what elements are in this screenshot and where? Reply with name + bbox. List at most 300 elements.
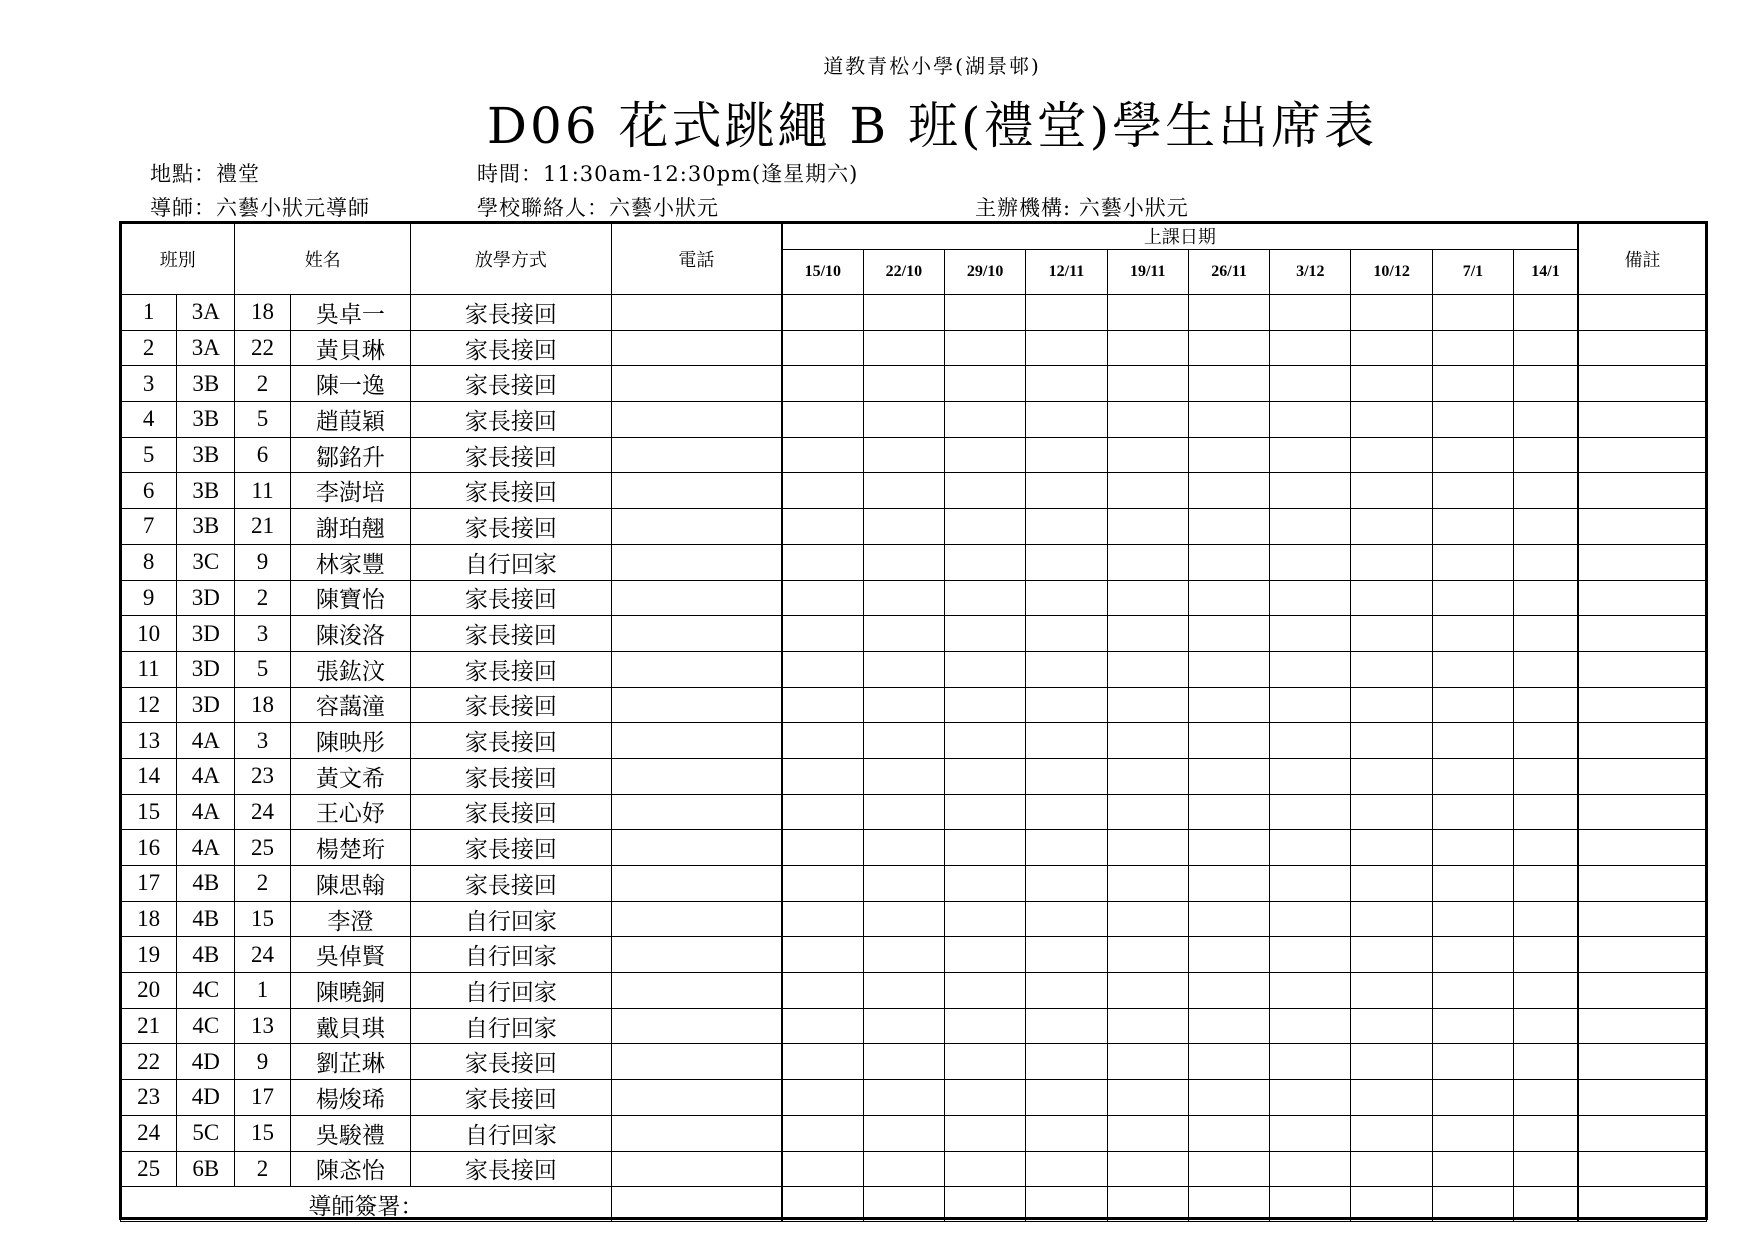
attendance-cell[interactable] (782, 402, 863, 438)
attendance-cell[interactable] (1432, 366, 1513, 402)
phone-cell[interactable] (611, 473, 782, 509)
attendance-cell[interactable] (1270, 616, 1351, 652)
attendance-cell[interactable] (863, 295, 944, 331)
attendance-cell[interactable] (1026, 973, 1107, 1009)
attendance-cell[interactable] (1188, 473, 1269, 509)
remarks-cell[interactable] (1578, 1008, 1707, 1044)
attendance-cell[interactable] (1107, 295, 1188, 331)
attendance-cell[interactable] (1270, 758, 1351, 794)
attendance-cell[interactable] (1514, 687, 1578, 723)
attendance-cell[interactable] (863, 330, 944, 366)
attendance-cell[interactable] (1432, 402, 1513, 438)
remarks-cell[interactable] (1578, 509, 1707, 545)
attendance-cell[interactable] (945, 1151, 1026, 1187)
attendance-cell[interactable] (1188, 366, 1269, 402)
remarks-cell[interactable] (1578, 580, 1707, 616)
attendance-cell[interactable] (1514, 651, 1578, 687)
attendance-cell[interactable] (1351, 1080, 1432, 1116)
phone-cell[interactable] (611, 1044, 782, 1080)
attendance-cell[interactable] (1107, 330, 1188, 366)
attendance-cell[interactable] (1432, 901, 1513, 937)
attendance-cell[interactable] (945, 1080, 1026, 1116)
attendance-cell[interactable] (1107, 473, 1188, 509)
attendance-cell[interactable] (782, 330, 863, 366)
attendance-cell[interactable] (1270, 866, 1351, 902)
attendance-cell[interactable] (945, 580, 1026, 616)
attendance-cell[interactable] (1026, 901, 1107, 937)
attendance-cell[interactable] (1188, 937, 1269, 973)
attendance-cell[interactable] (1188, 1044, 1269, 1080)
attendance-cell[interactable] (863, 402, 944, 438)
attendance-cell[interactable] (1432, 616, 1513, 652)
attendance-cell[interactable] (1188, 758, 1269, 794)
attendance-cell[interactable] (1351, 794, 1432, 830)
signature-cell[interactable] (1270, 1187, 1351, 1222)
attendance-cell[interactable] (945, 402, 1026, 438)
attendance-cell[interactable] (945, 295, 1026, 331)
attendance-cell[interactable] (1026, 1044, 1107, 1080)
signature-cell[interactable] (1351, 1187, 1432, 1222)
attendance-cell[interactable] (782, 366, 863, 402)
attendance-cell[interactable] (1026, 1008, 1107, 1044)
attendance-cell[interactable] (782, 1044, 863, 1080)
attendance-cell[interactable] (1514, 1151, 1578, 1187)
phone-cell[interactable] (611, 794, 782, 830)
attendance-cell[interactable] (1188, 1115, 1269, 1151)
attendance-cell[interactable] (1270, 544, 1351, 580)
phone-cell[interactable] (611, 901, 782, 937)
attendance-cell[interactable] (1351, 580, 1432, 616)
attendance-cell[interactable] (782, 687, 863, 723)
remarks-cell[interactable] (1578, 758, 1707, 794)
remarks-cell[interactable] (1578, 1151, 1707, 1187)
attendance-cell[interactable] (1514, 580, 1578, 616)
attendance-cell[interactable] (1351, 651, 1432, 687)
attendance-cell[interactable] (1188, 1008, 1269, 1044)
attendance-cell[interactable] (1026, 544, 1107, 580)
attendance-cell[interactable] (1026, 758, 1107, 794)
attendance-cell[interactable] (1188, 437, 1269, 473)
attendance-cell[interactable] (782, 295, 863, 331)
remarks-cell[interactable] (1578, 616, 1707, 652)
phone-cell[interactable] (611, 866, 782, 902)
phone-cell[interactable] (611, 509, 782, 545)
attendance-cell[interactable] (1351, 1044, 1432, 1080)
attendance-cell[interactable] (1188, 330, 1269, 366)
phone-cell[interactable] (611, 723, 782, 759)
remarks-cell[interactable] (1578, 687, 1707, 723)
attendance-cell[interactable] (782, 830, 863, 866)
attendance-cell[interactable] (1351, 901, 1432, 937)
attendance-cell[interactable] (863, 1044, 944, 1080)
attendance-cell[interactable] (863, 473, 944, 509)
attendance-cell[interactable] (1351, 437, 1432, 473)
attendance-cell[interactable] (1432, 1008, 1513, 1044)
attendance-cell[interactable] (1514, 1115, 1578, 1151)
attendance-cell[interactable] (863, 687, 944, 723)
attendance-cell[interactable] (863, 901, 944, 937)
attendance-cell[interactable] (1188, 723, 1269, 759)
attendance-cell[interactable] (1270, 830, 1351, 866)
attendance-cell[interactable] (1432, 1115, 1513, 1151)
attendance-cell[interactable] (1107, 866, 1188, 902)
attendance-cell[interactable] (1514, 366, 1578, 402)
attendance-cell[interactable] (1026, 580, 1107, 616)
attendance-cell[interactable] (1432, 723, 1513, 759)
attendance-cell[interactable] (1270, 901, 1351, 937)
phone-cell[interactable] (611, 295, 782, 331)
attendance-cell[interactable] (1270, 1044, 1351, 1080)
attendance-cell[interactable] (1432, 866, 1513, 902)
attendance-cell[interactable] (1270, 580, 1351, 616)
attendance-cell[interactable] (863, 1115, 944, 1151)
signature-cell[interactable] (1107, 1187, 1188, 1222)
attendance-cell[interactable] (945, 1008, 1026, 1044)
attendance-cell[interactable] (782, 1151, 863, 1187)
attendance-cell[interactable] (1270, 366, 1351, 402)
attendance-cell[interactable] (1107, 1080, 1188, 1116)
phone-cell[interactable] (611, 1080, 782, 1116)
attendance-cell[interactable] (1026, 1151, 1107, 1187)
attendance-cell[interactable] (1188, 1080, 1269, 1116)
attendance-cell[interactable] (1270, 937, 1351, 973)
signature-cell[interactable] (945, 1187, 1026, 1222)
attendance-cell[interactable] (1432, 1044, 1513, 1080)
attendance-cell[interactable] (945, 330, 1026, 366)
remarks-cell[interactable] (1578, 1115, 1707, 1151)
attendance-cell[interactable] (1432, 473, 1513, 509)
attendance-cell[interactable] (1432, 295, 1513, 331)
phone-cell[interactable] (611, 937, 782, 973)
attendance-cell[interactable] (1107, 366, 1188, 402)
attendance-cell[interactable] (1026, 866, 1107, 902)
attendance-cell[interactable] (782, 1080, 863, 1116)
attendance-cell[interactable] (945, 973, 1026, 1009)
attendance-cell[interactable] (1514, 901, 1578, 937)
attendance-cell[interactable] (1107, 758, 1188, 794)
attendance-cell[interactable] (1107, 973, 1188, 1009)
attendance-cell[interactable] (1188, 687, 1269, 723)
attendance-cell[interactable] (863, 866, 944, 902)
attendance-cell[interactable] (1514, 866, 1578, 902)
signature-cell[interactable] (782, 1187, 863, 1222)
remarks-cell[interactable] (1578, 794, 1707, 830)
attendance-cell[interactable] (782, 509, 863, 545)
attendance-cell[interactable] (1107, 723, 1188, 759)
attendance-cell[interactable] (782, 544, 863, 580)
attendance-cell[interactable] (782, 794, 863, 830)
attendance-cell[interactable] (1432, 794, 1513, 830)
phone-cell[interactable] (611, 402, 782, 438)
attendance-cell[interactable] (1270, 723, 1351, 759)
attendance-cell[interactable] (863, 437, 944, 473)
attendance-cell[interactable] (1351, 937, 1432, 973)
attendance-cell[interactable] (1107, 580, 1188, 616)
attendance-cell[interactable] (1270, 437, 1351, 473)
attendance-cell[interactable] (863, 723, 944, 759)
attendance-cell[interactable] (863, 544, 944, 580)
attendance-cell[interactable] (1026, 830, 1107, 866)
attendance-cell[interactable] (863, 509, 944, 545)
attendance-cell[interactable] (1270, 1115, 1351, 1151)
attendance-cell[interactable] (1107, 1115, 1188, 1151)
attendance-cell[interactable] (945, 366, 1026, 402)
attendance-cell[interactable] (1188, 973, 1269, 1009)
attendance-cell[interactable] (1514, 402, 1578, 438)
attendance-cell[interactable] (1026, 437, 1107, 473)
attendance-cell[interactable] (1107, 901, 1188, 937)
attendance-cell[interactable] (1026, 473, 1107, 509)
attendance-cell[interactable] (1351, 616, 1432, 652)
attendance-cell[interactable] (1026, 1080, 1107, 1116)
attendance-cell[interactable] (1270, 1008, 1351, 1044)
attendance-cell[interactable] (1432, 937, 1513, 973)
attendance-cell[interactable] (1026, 723, 1107, 759)
signature-cell[interactable] (1026, 1187, 1107, 1222)
remarks-cell[interactable] (1578, 973, 1707, 1009)
attendance-cell[interactable] (1107, 1151, 1188, 1187)
attendance-cell[interactable] (1107, 509, 1188, 545)
attendance-cell[interactable] (945, 509, 1026, 545)
attendance-cell[interactable] (945, 901, 1026, 937)
phone-cell[interactable] (611, 544, 782, 580)
signature-cell[interactable] (1432, 1187, 1513, 1222)
attendance-cell[interactable] (945, 1115, 1026, 1151)
attendance-cell[interactable] (1026, 937, 1107, 973)
attendance-cell[interactable] (1188, 580, 1269, 616)
attendance-cell[interactable] (1514, 544, 1578, 580)
attendance-cell[interactable] (1026, 794, 1107, 830)
attendance-cell[interactable] (782, 866, 863, 902)
attendance-cell[interactable] (1351, 758, 1432, 794)
attendance-cell[interactable] (1514, 973, 1578, 1009)
phone-cell[interactable] (611, 437, 782, 473)
remarks-cell[interactable] (1578, 723, 1707, 759)
attendance-cell[interactable] (863, 794, 944, 830)
attendance-cell[interactable] (1351, 509, 1432, 545)
attendance-cell[interactable] (945, 687, 1026, 723)
attendance-cell[interactable] (863, 1151, 944, 1187)
attendance-cell[interactable] (1107, 544, 1188, 580)
attendance-cell[interactable] (1351, 544, 1432, 580)
attendance-cell[interactable] (1432, 687, 1513, 723)
attendance-cell[interactable] (1026, 330, 1107, 366)
attendance-cell[interactable] (863, 830, 944, 866)
attendance-cell[interactable] (1107, 1044, 1188, 1080)
attendance-cell[interactable] (1107, 794, 1188, 830)
attendance-cell[interactable] (1432, 580, 1513, 616)
attendance-cell[interactable] (1270, 295, 1351, 331)
attendance-cell[interactable] (1432, 1080, 1513, 1116)
attendance-cell[interactable] (1107, 1008, 1188, 1044)
phone-cell[interactable] (611, 366, 782, 402)
phone-cell[interactable] (611, 651, 782, 687)
attendance-cell[interactable] (1026, 616, 1107, 652)
attendance-cell[interactable] (863, 1080, 944, 1116)
remarks-cell[interactable] (1578, 330, 1707, 366)
remarks-cell[interactable] (1578, 937, 1707, 973)
signature-cell[interactable] (1514, 1187, 1578, 1222)
attendance-cell[interactable] (863, 616, 944, 652)
attendance-cell[interactable] (1514, 616, 1578, 652)
attendance-cell[interactable] (1188, 509, 1269, 545)
attendance-cell[interactable] (1514, 830, 1578, 866)
signature-blank[interactable] (611, 1187, 782, 1222)
attendance-cell[interactable] (1514, 1044, 1578, 1080)
attendance-cell[interactable] (1107, 830, 1188, 866)
attendance-cell[interactable] (1188, 901, 1269, 937)
remarks-cell[interactable] (1578, 544, 1707, 580)
attendance-cell[interactable] (863, 580, 944, 616)
remarks-cell[interactable] (1578, 651, 1707, 687)
attendance-cell[interactable] (1514, 437, 1578, 473)
remarks-cell[interactable] (1578, 866, 1707, 902)
attendance-cell[interactable] (945, 723, 1026, 759)
attendance-cell[interactable] (1026, 687, 1107, 723)
attendance-cell[interactable] (863, 651, 944, 687)
attendance-cell[interactable] (863, 973, 944, 1009)
attendance-cell[interactable] (1107, 437, 1188, 473)
remarks-cell[interactable] (1578, 1044, 1707, 1080)
attendance-cell[interactable] (1351, 1008, 1432, 1044)
attendance-cell[interactable] (1432, 973, 1513, 1009)
attendance-cell[interactable] (782, 473, 863, 509)
attendance-cell[interactable] (782, 616, 863, 652)
attendance-cell[interactable] (863, 937, 944, 973)
attendance-cell[interactable] (782, 437, 863, 473)
attendance-cell[interactable] (1026, 651, 1107, 687)
attendance-cell[interactable] (1514, 509, 1578, 545)
attendance-cell[interactable] (945, 544, 1026, 580)
attendance-cell[interactable] (782, 1008, 863, 1044)
attendance-cell[interactable] (1270, 473, 1351, 509)
phone-cell[interactable] (611, 973, 782, 1009)
phone-cell[interactable] (611, 1008, 782, 1044)
signature-cell[interactable] (863, 1187, 944, 1222)
attendance-cell[interactable] (1351, 402, 1432, 438)
attendance-cell[interactable] (1270, 687, 1351, 723)
remarks-cell[interactable] (1578, 1080, 1707, 1116)
attendance-cell[interactable] (863, 758, 944, 794)
attendance-cell[interactable] (1188, 616, 1269, 652)
attendance-cell[interactable] (1432, 330, 1513, 366)
attendance-cell[interactable] (1026, 295, 1107, 331)
attendance-cell[interactable] (1107, 651, 1188, 687)
phone-cell[interactable] (611, 758, 782, 794)
attendance-cell[interactable] (1351, 366, 1432, 402)
phone-cell[interactable] (611, 616, 782, 652)
attendance-cell[interactable] (1188, 651, 1269, 687)
attendance-cell[interactable] (945, 1044, 1026, 1080)
remarks-cell[interactable] (1578, 366, 1707, 402)
attendance-cell[interactable] (1351, 330, 1432, 366)
attendance-cell[interactable] (1026, 1115, 1107, 1151)
attendance-cell[interactable] (1188, 866, 1269, 902)
remarks-cell[interactable] (1578, 473, 1707, 509)
remarks-cell[interactable] (1578, 295, 1707, 331)
attendance-cell[interactable] (1432, 1151, 1513, 1187)
attendance-cell[interactable] (1188, 544, 1269, 580)
attendance-cell[interactable] (1107, 937, 1188, 973)
attendance-cell[interactable] (1351, 295, 1432, 331)
attendance-cell[interactable] (945, 830, 1026, 866)
attendance-cell[interactable] (1107, 402, 1188, 438)
attendance-cell[interactable] (1270, 973, 1351, 1009)
attendance-cell[interactable] (1026, 509, 1107, 545)
attendance-cell[interactable] (945, 937, 1026, 973)
attendance-cell[interactable] (1432, 437, 1513, 473)
attendance-cell[interactable] (782, 1115, 863, 1151)
attendance-cell[interactable] (782, 937, 863, 973)
attendance-cell[interactable] (1188, 402, 1269, 438)
attendance-cell[interactable] (782, 758, 863, 794)
attendance-cell[interactable] (782, 580, 863, 616)
attendance-cell[interactable] (1270, 651, 1351, 687)
attendance-cell[interactable] (1351, 1151, 1432, 1187)
attendance-cell[interactable] (1514, 758, 1578, 794)
attendance-cell[interactable] (1351, 473, 1432, 509)
signature-remarks-cell[interactable] (1578, 1187, 1707, 1222)
attendance-cell[interactable] (1188, 794, 1269, 830)
attendance-cell[interactable] (1351, 973, 1432, 1009)
attendance-cell[interactable] (1270, 330, 1351, 366)
attendance-cell[interactable] (1351, 687, 1432, 723)
attendance-cell[interactable] (863, 1008, 944, 1044)
remarks-cell[interactable] (1578, 402, 1707, 438)
attendance-cell[interactable] (782, 651, 863, 687)
attendance-cell[interactable] (1270, 509, 1351, 545)
attendance-cell[interactable] (1026, 366, 1107, 402)
attendance-cell[interactable] (782, 973, 863, 1009)
attendance-cell[interactable] (945, 794, 1026, 830)
attendance-cell[interactable] (1351, 723, 1432, 759)
attendance-cell[interactable] (1107, 687, 1188, 723)
attendance-cell[interactable] (945, 758, 1026, 794)
attendance-cell[interactable] (1270, 1151, 1351, 1187)
attendance-cell[interactable] (945, 616, 1026, 652)
attendance-cell[interactable] (1514, 330, 1578, 366)
phone-cell[interactable] (611, 330, 782, 366)
attendance-cell[interactable] (945, 866, 1026, 902)
attendance-cell[interactable] (863, 366, 944, 402)
remarks-cell[interactable] (1578, 830, 1707, 866)
attendance-cell[interactable] (1188, 830, 1269, 866)
attendance-cell[interactable] (1432, 544, 1513, 580)
attendance-cell[interactable] (1270, 794, 1351, 830)
attendance-cell[interactable] (1107, 616, 1188, 652)
remarks-cell[interactable] (1578, 901, 1707, 937)
attendance-cell[interactable] (1188, 1151, 1269, 1187)
attendance-cell[interactable] (782, 901, 863, 937)
attendance-cell[interactable] (1432, 830, 1513, 866)
signature-cell[interactable] (1188, 1187, 1269, 1222)
attendance-cell[interactable] (1514, 1008, 1578, 1044)
attendance-cell[interactable] (1188, 295, 1269, 331)
attendance-cell[interactable] (1270, 402, 1351, 438)
attendance-cell[interactable] (1514, 723, 1578, 759)
phone-cell[interactable] (611, 1151, 782, 1187)
attendance-cell[interactable] (782, 723, 863, 759)
phone-cell[interactable] (611, 1115, 782, 1151)
attendance-cell[interactable] (1432, 651, 1513, 687)
phone-cell[interactable] (611, 580, 782, 616)
attendance-cell[interactable] (1514, 1080, 1578, 1116)
attendance-cell[interactable] (1432, 758, 1513, 794)
attendance-cell[interactable] (1514, 794, 1578, 830)
phone-cell[interactable] (611, 687, 782, 723)
attendance-cell[interactable] (1514, 937, 1578, 973)
attendance-cell[interactable] (1351, 830, 1432, 866)
